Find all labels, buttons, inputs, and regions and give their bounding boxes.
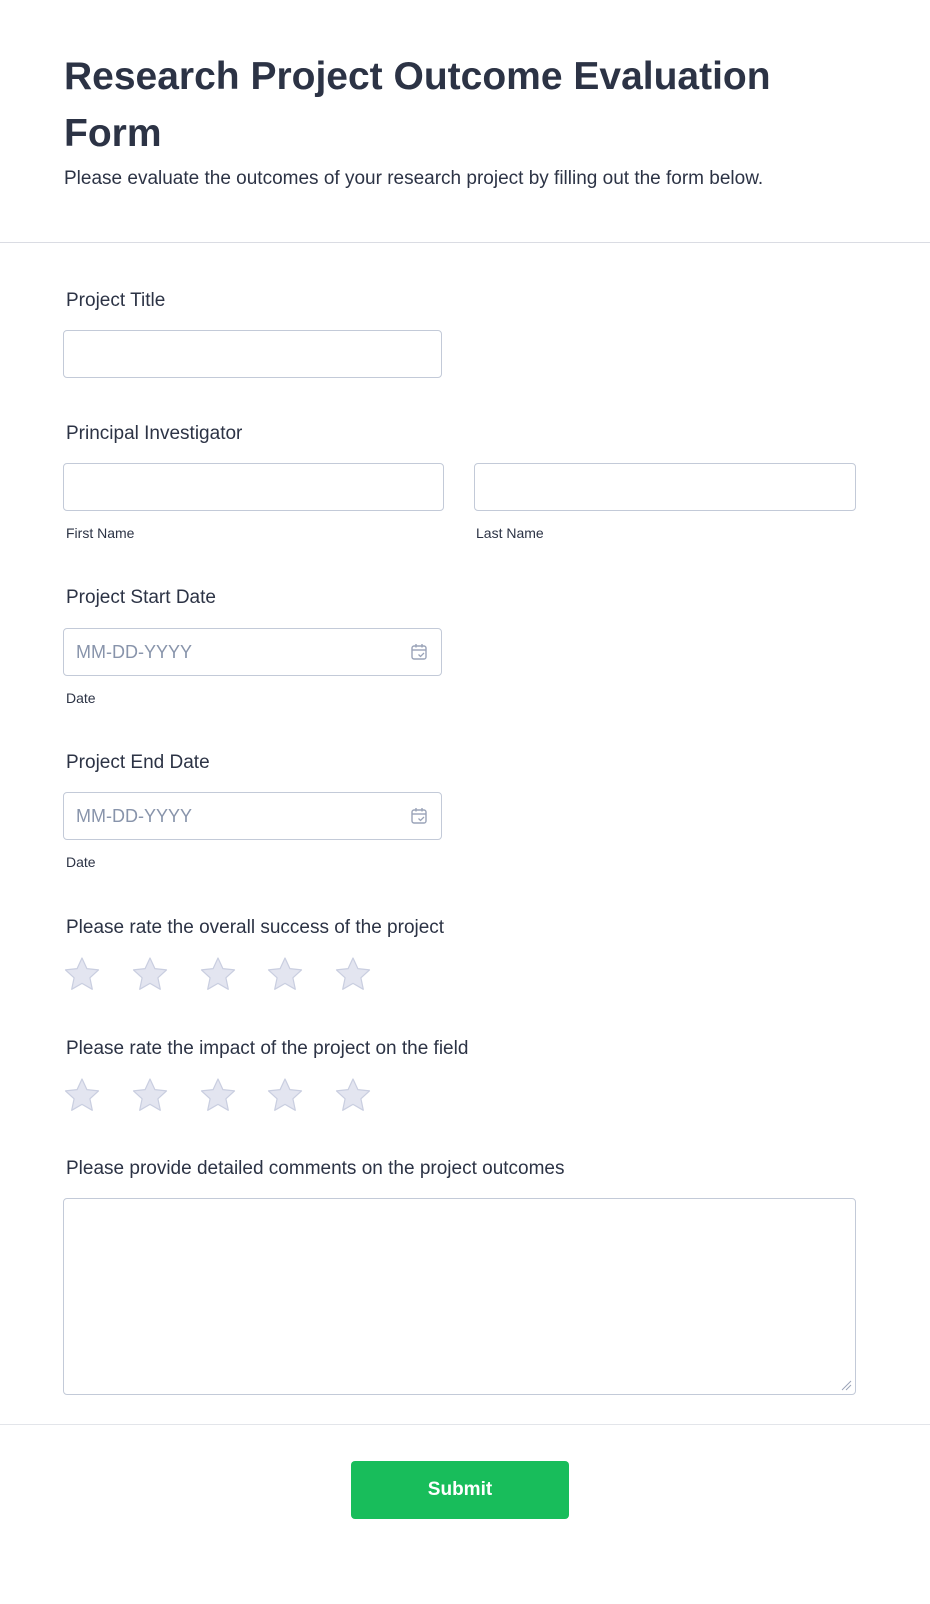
star-icon[interactable] [265, 955, 305, 995]
end-date-input[interactable] [63, 792, 442, 840]
end-date-sublabel: Date [66, 854, 96, 870]
form-title: Research Project Outcome Evaluation Form [64, 55, 771, 155]
comments-textarea[interactable] [63, 1198, 856, 1395]
success-rating-stars [62, 955, 392, 995]
impact-rating-label: Please rate the impact of the project on the field [66, 1038, 469, 1059]
star-icon[interactable] [62, 1076, 102, 1116]
footer-divider [0, 1424, 930, 1425]
project-title-input[interactable] [63, 330, 442, 378]
star-icon[interactable] [198, 1076, 238, 1116]
star-icon[interactable] [333, 955, 373, 995]
form-subtitle: Please evaluate the outcomes of your research project by filling out the form below. [64, 168, 764, 189]
project-title-label: Project Title [66, 290, 166, 311]
first-name-input[interactable] [63, 463, 444, 511]
star-icon[interactable] [265, 1076, 305, 1116]
start-date-sublabel: Date [66, 690, 96, 706]
last-name-input[interactable] [474, 463, 856, 511]
success-rating-label: Please rate the overall success of the project [66, 917, 445, 938]
end-date-label: Project End Date [66, 752, 210, 773]
star-icon[interactable] [198, 955, 238, 995]
start-date-label: Project Start Date [66, 587, 216, 608]
last-name-sublabel: Last Name [476, 525, 544, 541]
submit-button[interactable]: Submit [351, 1461, 569, 1519]
star-icon[interactable] [130, 955, 170, 995]
form-header [0, 0, 930, 243]
comments-label: Please provide detailed comments on the project outcomes [66, 1158, 565, 1179]
star-icon[interactable] [130, 1076, 170, 1116]
resize-grip-icon[interactable] [840, 1379, 852, 1391]
star-icon[interactable] [333, 1076, 373, 1116]
principal-investigator-label: Principal Investigator [66, 423, 243, 444]
star-icon[interactable] [62, 955, 102, 995]
first-name-sublabel: First Name [66, 525, 135, 541]
start-date-input[interactable] [63, 628, 442, 676]
calendar-icon[interactable] [409, 806, 429, 826]
impact-rating-stars [62, 1076, 392, 1116]
calendar-icon[interactable] [409, 642, 429, 662]
